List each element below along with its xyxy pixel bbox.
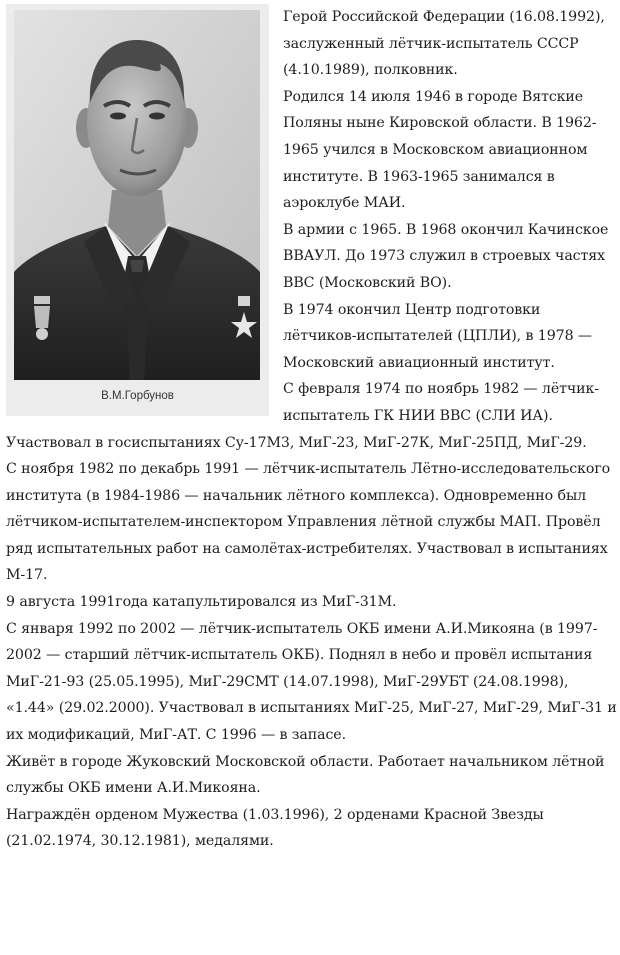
bio-paragraph-education: В 1974 окончил Центр подготовки лётчиков-испытателей (ЦПЛИ), в 1978 — Московский авиационный институт.	[283, 301, 593, 371]
bio-paragraph-awards: Награждён орденом Мужества (1.03.1996), 2 орденами Красной Звезды (21.02.1974, 30.12.1981), медалями.	[6, 806, 544, 850]
bio-paragraph-niivvs: С февраля 1974 по ноябрь 1982 — лётчик-испытатель ГК НИИ ВВС (СЛИ ИА).	[283, 381, 599, 424]
portrait-photo	[14, 10, 260, 380]
bio-paragraph-residence: Живёт в городе Жуковский Московской области. Работает начальником лётной службы ОКБ имени А.И.Микояна.	[6, 753, 605, 797]
bio-paragraph-title: Герой Российской Федерации (16.08.1992), заслуженный лётчик-испытатель СССР (4.10.1989), полковник.	[283, 9, 605, 79]
article	[6, 4, 618, 855]
bio-paragraph-birth: Родился 14 июля 1946 в городе Вятские Поляны ныне Кировской области. В 1962-1965 учился в Московском авиационном институте. В 1963-1965 занимался в аэроклубе МАИ.	[283, 88, 597, 212]
bio-paragraph-okb: С января 1992 по 2002 — лётчик-испытатель ОКБ имени А.И.Микояна (в 1997-2002 — старший лётчик-испытатель ОКБ). Поднял в небо и провёл испытания МиГ-21-93 (25.05.1995), МиГ-29СМТ (14.07.1998), МиГ-29УБТ (24.08.1998), «1.44» (29.02.2000). Участвовал в испытаниях МиГ-25, МиГ-27, МиГ-29, МиГ-31 и их модификаций, МиГ-АТ. С 1996 — в запасе.	[6, 620, 617, 744]
photo-caption: В.М.Горбунов	[101, 390, 174, 402]
bio-paragraph-lii: С ноября 1982 по декабрь 1991 — лётчик-испытатель Лётно-исследовательского института (в 1984-1986 — начальник лётного комплекса). Одновременно был лётчиком-испытателем-инспектором Управления лётной службы МАП. Провёл ряд испытательных работ на самолётах-истребителях. Участвовал в испытаниях М-17.	[6, 461, 611, 584]
bio-paragraph-state-tests: Участвовал в госиспытаниях Су-17М3, МиГ-23, МиГ-27К, МиГ-25ПД, МиГ-29.	[6, 434, 587, 451]
portrait-figure	[6, 4, 269, 416]
bio-paragraph-army: В армии с 1965. В 1968 окончил Качинское ВВАУЛ. До 1973 служил в строевых частях ВВС (Московский ВО).	[283, 221, 609, 291]
bio-paragraph-ejection: 9 августа 1991года катапультировался из МиГ-31М.	[6, 594, 397, 611]
